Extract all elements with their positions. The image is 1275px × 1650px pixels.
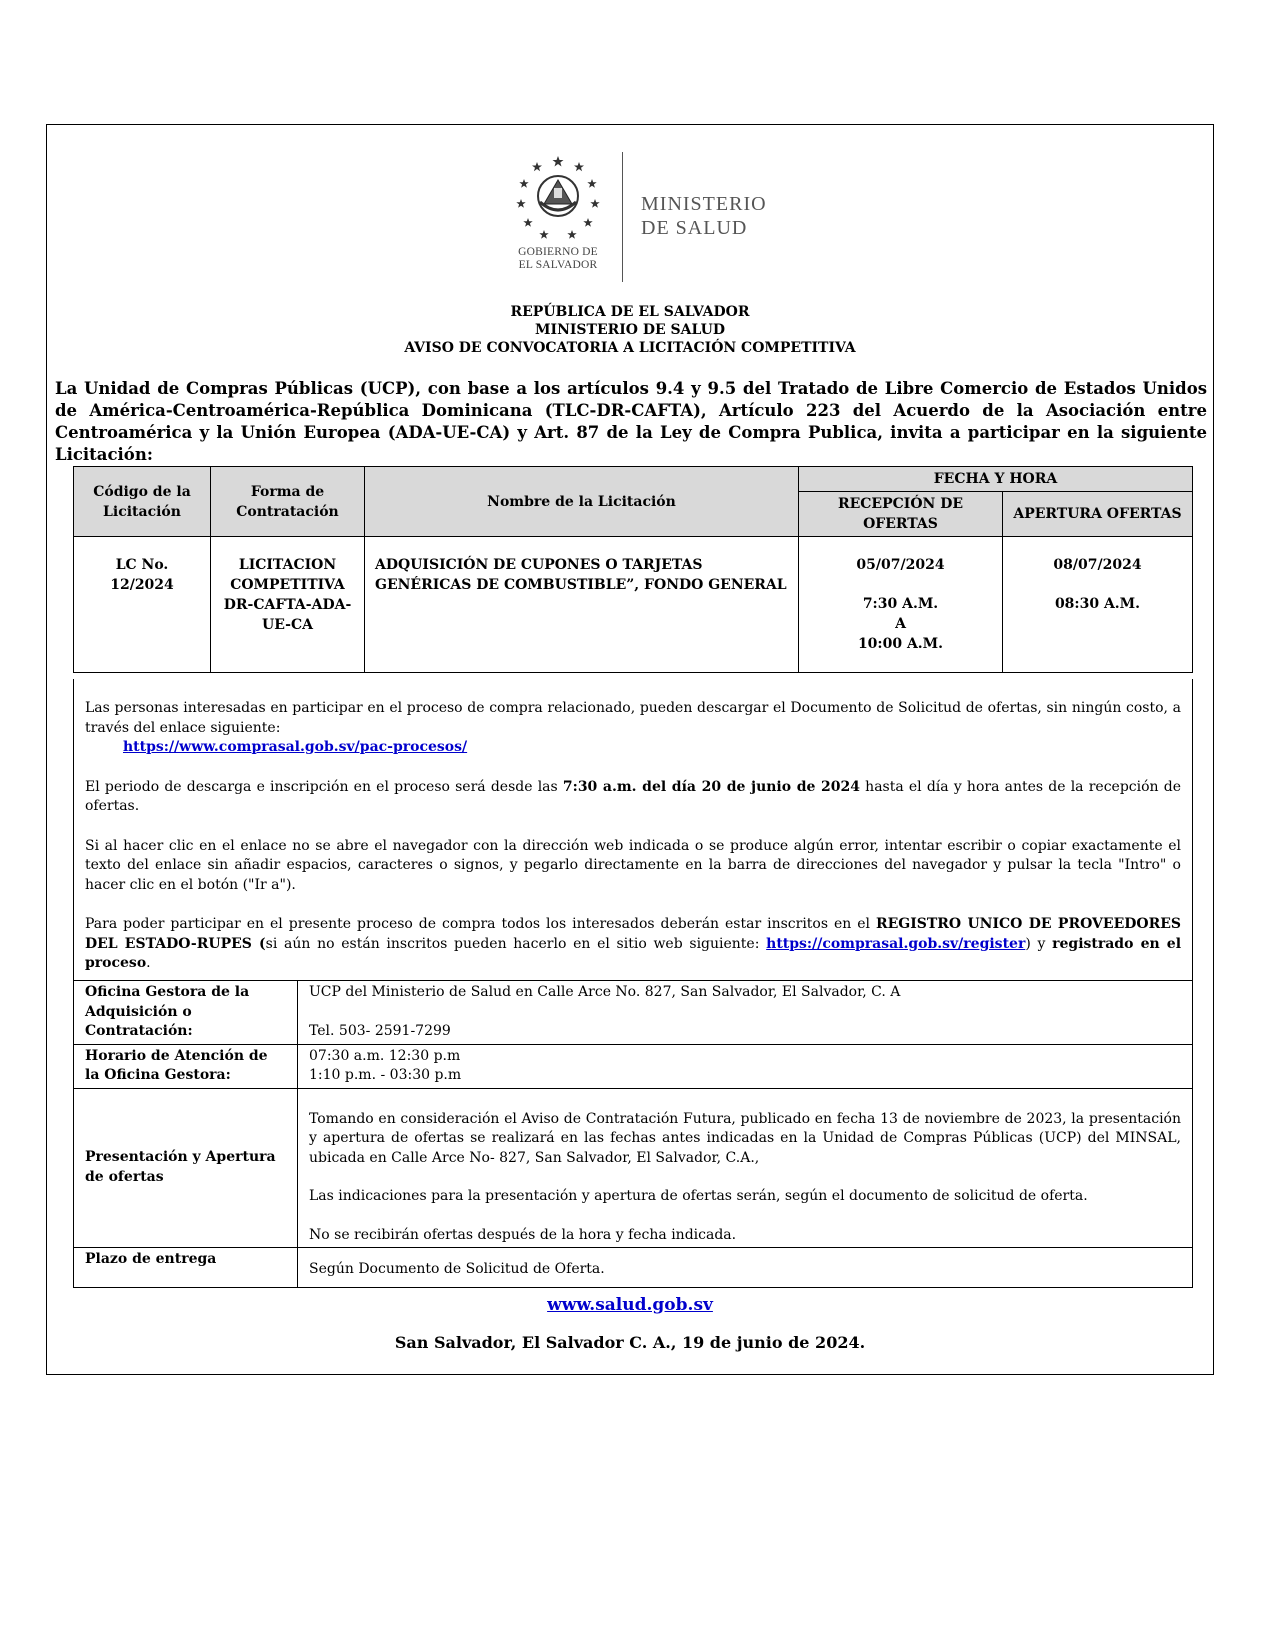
oficina-label: Oficina Gestora de la Adquisición o Contratación: [74,981,298,1045]
recepcion-hora-fin: 10:00 A.M. [857,636,944,652]
table-row [74,1088,1193,1248]
notice-paragraph-3: Si al hacer clic en el enlace no se abre el navegador con la dirección web indicada o se produce algún error, intentar escribir o copiar exactamente el texto del enlace sin añadir espacios, caracteres o signos, y pegarlo directamente en la barra de direcciones del navegador y pulsar la tecla "Intro" o hacer clic en el botón ("Ir a"). [85,837,1181,893]
rupes-text-d: ) [1025,935,1031,952]
ministry-line-1: MINISTERIO [641,193,767,215]
presentacion-value [298,1088,1193,1248]
horario-morning: 07:30 a.m. 12:30 p.m [309,1047,461,1064]
header-fecha-hora: FECHA Y HORA [799,467,1193,492]
plazo-value: Según Documento de Solicitud de Oferta. [298,1248,1193,1288]
cell-apertura [1003,537,1193,673]
table-row [74,981,1193,1045]
notice-paragraph-4 [85,915,1181,974]
ministry-name [641,192,791,240]
header-republic: REPÚBLICA DE EL SALVADOR [510,304,750,320]
header-codigo: Código de la Licitación [74,467,211,537]
plazo-label: Plazo de entrega [74,1248,298,1288]
logo-divider [622,152,623,282]
period-text-a: El periodo de descarga e inscripción en el proceso será desde las [85,778,563,795]
header-forma: Forma de Contratación [211,467,365,537]
cell-codigo [74,537,211,673]
apertura-fecha: 08/07/2024 [1053,557,1142,573]
recepcion-hora-inicio: 7:30 A.M. [862,596,939,612]
document-header [46,303,1214,357]
comprasal-process-link[interactable]: https://www.comprasal.gob.sv/pac-procesos/ [123,739,468,755]
tender-table [73,466,1193,673]
period-text-c: hasta el día y hora antes de la recepción de ofertas. [85,778,1181,814]
header-ministry: MINISTERIO DE SALUD [535,322,725,338]
website-link[interactable]: www.salud.gob.sv [547,1295,713,1315]
intro-paragraph: La Unidad de Compras Públicas (UCP), con base a los artículos 9.4 y 9.5 del Tratado de Libre Comercio de Estados Unidos de América-Centroamérica-República Dominicana (TLC-DR-CAFTA), Artículo 223 del Acuerdo de la Asociación entre Centroamérica y la Unión Europea (ADA-UE-CA) y Art. 87 de la Ley de Compra Publica, invita a participar en la siguiente Licitación: [55,379,1207,464]
rupes-text-e: y [1030,935,1053,952]
period-start: 7:30 a.m. del día 20 de junio de 2024 [562,778,860,795]
presentacion-paragraph-2: Las indicaciones para la presentación y apertura de ofertas serán, según el documento de solicitud de oferta. [309,1188,1088,1204]
comprasal-register-link[interactable]: https://comprasal.gob.sv/register [766,935,1026,952]
cell-nombre: ADQUISICIÓN DE CUPONES O TARJETAS GENÉRICAS DE COMBUSTIBLE”, FONDO GENERAL [365,537,799,673]
notice-section [73,679,1193,980]
coat-of-arms-icon [508,152,608,244]
table-row [74,1044,1193,1088]
rupes-registered: registrado en el proceso [85,935,1182,971]
presentacion-label: Presentación y Apertura de ofertas [74,1088,298,1248]
presentacion-paragraph-3: No se recibirán ofertas después de la hora y fecha indicada. [309,1226,737,1243]
gov-line-2: EL SALVADOR [518,259,598,271]
gov-line-1: GOBIERNO DE [518,246,598,258]
apertura-hora: 08:30 A.M. [1054,596,1141,612]
horario-value [298,1044,1193,1088]
rupes-registry: REGISTRO UNICO DE PROVEEDORES DEL ESTADO-RUPES ( [85,916,1181,952]
header-nombre: Nombre de la Licitación [365,467,799,537]
horario-afternoon: 1:10 p.m. - 03:30 p.m [309,1067,462,1083]
header-recepcion: RECEPCIÓN DE OFERTAS [799,492,1003,537]
notice-paragraph-1 [85,699,1181,758]
codigo-line-1: LC No. [115,557,169,573]
ministry-logo [508,152,788,282]
ministry-line-2: DE SALUD [641,217,748,239]
details-table [73,980,1193,1288]
header-apertura: APERTURA OFERTAS [1003,492,1193,537]
oficina-value [298,981,1193,1045]
recepcion-fecha: 05/07/2024 [856,557,945,573]
cell-forma: LICITACION COMPETITIVA DR-CAFTA-ADA-UE-CA [211,537,365,673]
download-text: Las personas interesadas en participar en el proceso de compra relacionado, pueden descargar el Documento de Solicitud de ofertas, sin ningún costo, a través del enlace siguiente: [85,700,1181,736]
header-notice-title: AVISO DE CONVOCATORIA A LICITACIÓN COMPETITIVA [404,340,856,356]
rupes-text-g: . [146,955,151,971]
recepcion-a: A [895,616,906,632]
place-date: San Salvador, El Salvador C. A., 19 de junio de 2024. [394,1333,866,1352]
rupes-text-c: si aún no están inscritos pueden hacerlo en el sitio web siguiente: [265,935,767,952]
oficina-phone: Tel. 503- 2591-7299 [309,1022,451,1039]
notice-paragraph-2 [85,778,1181,817]
rupes-text-a: Para poder participar en el presente proceso de compra todos los interesados deberán estar inscritos en el [85,916,876,932]
presentacion-paragraph-1: Tomando en consideración el Aviso de Contratación Futura, publicado en fecha 13 de noviembre de 2023, la presentación y apertura de ofertas se realizará en las fechas antes indicadas en la Unidad de Compras Públicas (UCP) del MINSAL, ubicada en Calle Arce No- 827, San Salvador, El Salvador, C.A., [309,1110,1181,1166]
table-row [74,537,1193,673]
oficina-address: UCP del Ministerio de Salud en Calle Arce No. 827, San Salvador, El Salvador, C. A [309,984,901,1000]
horario-label: Horario de Atención de la Oficina Gestora: [74,1044,298,1088]
government-seal [508,152,608,282]
table-row [74,1248,1193,1288]
cell-recepcion [799,537,1003,673]
codigo-line-2: 12/2024 [110,577,174,593]
